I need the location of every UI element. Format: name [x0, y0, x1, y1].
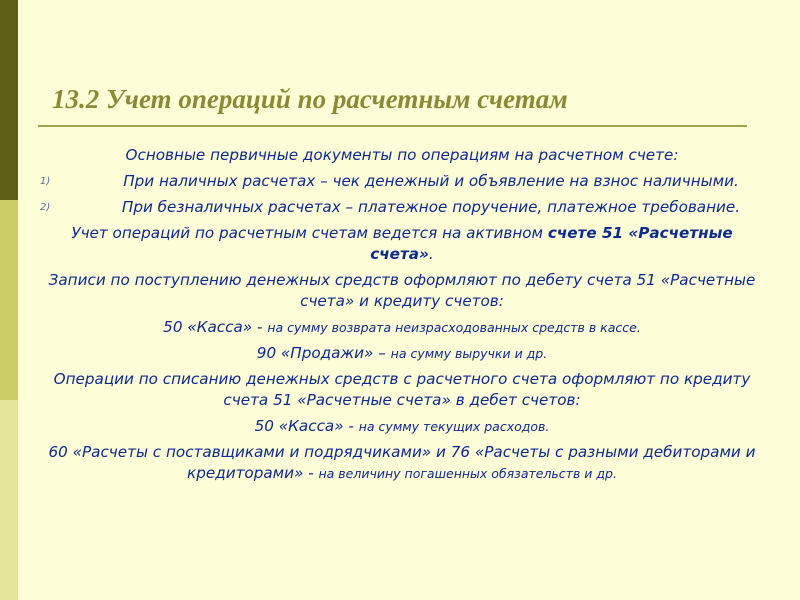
receipt-account: 90 «Продажи» –: [256, 344, 391, 362]
writeoff-note: на сумму текущих расходов.: [358, 419, 550, 434]
side-bar-light: [0, 400, 18, 600]
list-item-number: 1): [40, 176, 51, 187]
account-paragraph: [40, 223, 764, 265]
receipt-note: на сумму возврата неизрасходованных средств в кассе.: [267, 320, 641, 335]
account-name: счете 51 «Расчетные счета»: [370, 224, 733, 263]
writeoff-account: 60 «Расчеты с поставщиками и подрядчиками» и 76 «Расчеты с разными дебиторами и кредиторами» -: [48, 443, 756, 482]
list-item: [40, 171, 764, 192]
writeoff-note: на величину погашенных обязательств и др.: [318, 466, 617, 481]
receipt-account: 50 «Касса» -: [163, 318, 268, 336]
writeoff-account: 50 «Касса» -: [254, 417, 359, 435]
receipt-note: на сумму выручки и др.: [390, 346, 548, 361]
receipts-paragraph: Записи по поступлению денежных средств оформляют по дебету счета 51 «Расчетные счета» и кредиту счетов:: [48, 271, 756, 310]
intro-text: Основные первичные документы по операциям на расчетном счете:: [125, 146, 679, 164]
side-bar-mid: [0, 200, 18, 400]
side-bar-dark: [0, 0, 18, 200]
writeoff-paragraph: Операции по списанию денежных средств с расчетного счета оформляют по кредиту счета 51 «Расчетные счета» в дебет счетов:: [53, 370, 751, 409]
list-item-number: 2): [40, 202, 51, 213]
receipt-line-cash: [40, 317, 764, 338]
title-underline: [38, 125, 747, 127]
account-text: Учет операций по расчетным счетам ведется на активном: [71, 224, 548, 242]
writeoff-line-cash: [40, 416, 764, 437]
receipt-line-sales: [40, 343, 764, 364]
list-item: [40, 197, 764, 218]
list-item-text: При наличных расчетах – чек денежный и объявление на взнос наличными.: [123, 172, 739, 190]
slide-content: [40, 145, 764, 489]
writeoff-line-settlements: [40, 442, 764, 484]
account-end: .: [428, 245, 434, 263]
list-item-text: При безналичных расчетах – платежное поручение, платежное требование.: [121, 198, 741, 216]
slide-title: 13.2 Учет операций по расчетным счетам: [52, 84, 568, 114]
